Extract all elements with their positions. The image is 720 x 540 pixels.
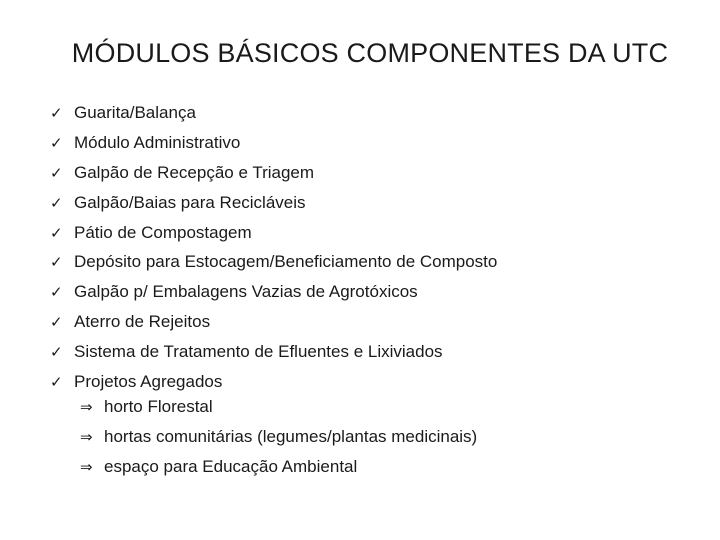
list-item — [50, 307, 497, 337]
sub-item-label: horto Florestal — [104, 397, 213, 416]
list-item — [50, 277, 497, 307]
sub-item — [80, 392, 477, 422]
list-item — [50, 247, 497, 277]
check-icon: ✓ — [50, 194, 63, 212]
sub-item — [80, 452, 477, 482]
check-icon: ✓ — [50, 104, 63, 122]
list-item-label: Módulo Administrativo — [74, 132, 241, 152]
sub-list — [80, 392, 477, 482]
list-item-label: Projetos Agregados — [74, 371, 223, 391]
check-icon: ✓ — [50, 254, 63, 272]
list-item — [50, 337, 497, 367]
slide-title: MÓDULOS BÁSICOS COMPONENTES DA UTC — [71, 38, 669, 68]
list-item — [50, 218, 497, 248]
sub-item-label: hortas comunitárias (legumes/plantas medicinais) — [104, 427, 478, 446]
list-item-label: Aterro de Rejeitos — [74, 312, 211, 332]
check-icon: ✓ — [50, 344, 63, 362]
list-item-label: Guarita/Balança — [74, 102, 196, 122]
list-item-label: Depósito para Estocagem/Beneficiamento de Composto — [74, 252, 498, 272]
check-icon: ✓ — [50, 373, 63, 391]
sub-item-label: espaço para Educação Ambiental — [104, 457, 358, 476]
list-item-label: Galpão/Baias para Recicláveis — [74, 192, 306, 212]
check-icon: ✓ — [50, 314, 63, 332]
list-item-label: Pátio de Compostagem — [74, 222, 252, 242]
sub-item — [80, 422, 477, 452]
list-item — [50, 158, 497, 188]
check-icon: ✓ — [50, 134, 63, 152]
implies-arrow-icon: ⇒ — [80, 399, 93, 416]
list-item-label: Galpão de Recepção e Triagem — [74, 162, 315, 182]
check-icon: ✓ — [50, 284, 63, 302]
bullet-list — [50, 98, 497, 397]
implies-arrow-icon: ⇒ — [80, 429, 93, 446]
list-item — [50, 128, 497, 158]
check-icon: ✓ — [50, 164, 63, 182]
list-item — [50, 98, 497, 128]
check-icon: ✓ — [50, 224, 63, 242]
list-item — [50, 188, 497, 218]
list-item-label: Sistema de Tratamento de Efluentes e Lixiviados — [74, 342, 443, 362]
list-item-label: Galpão p/ Embalagens Vazias de Agrotóxicos — [74, 282, 418, 302]
implies-arrow-icon: ⇒ — [80, 459, 93, 476]
